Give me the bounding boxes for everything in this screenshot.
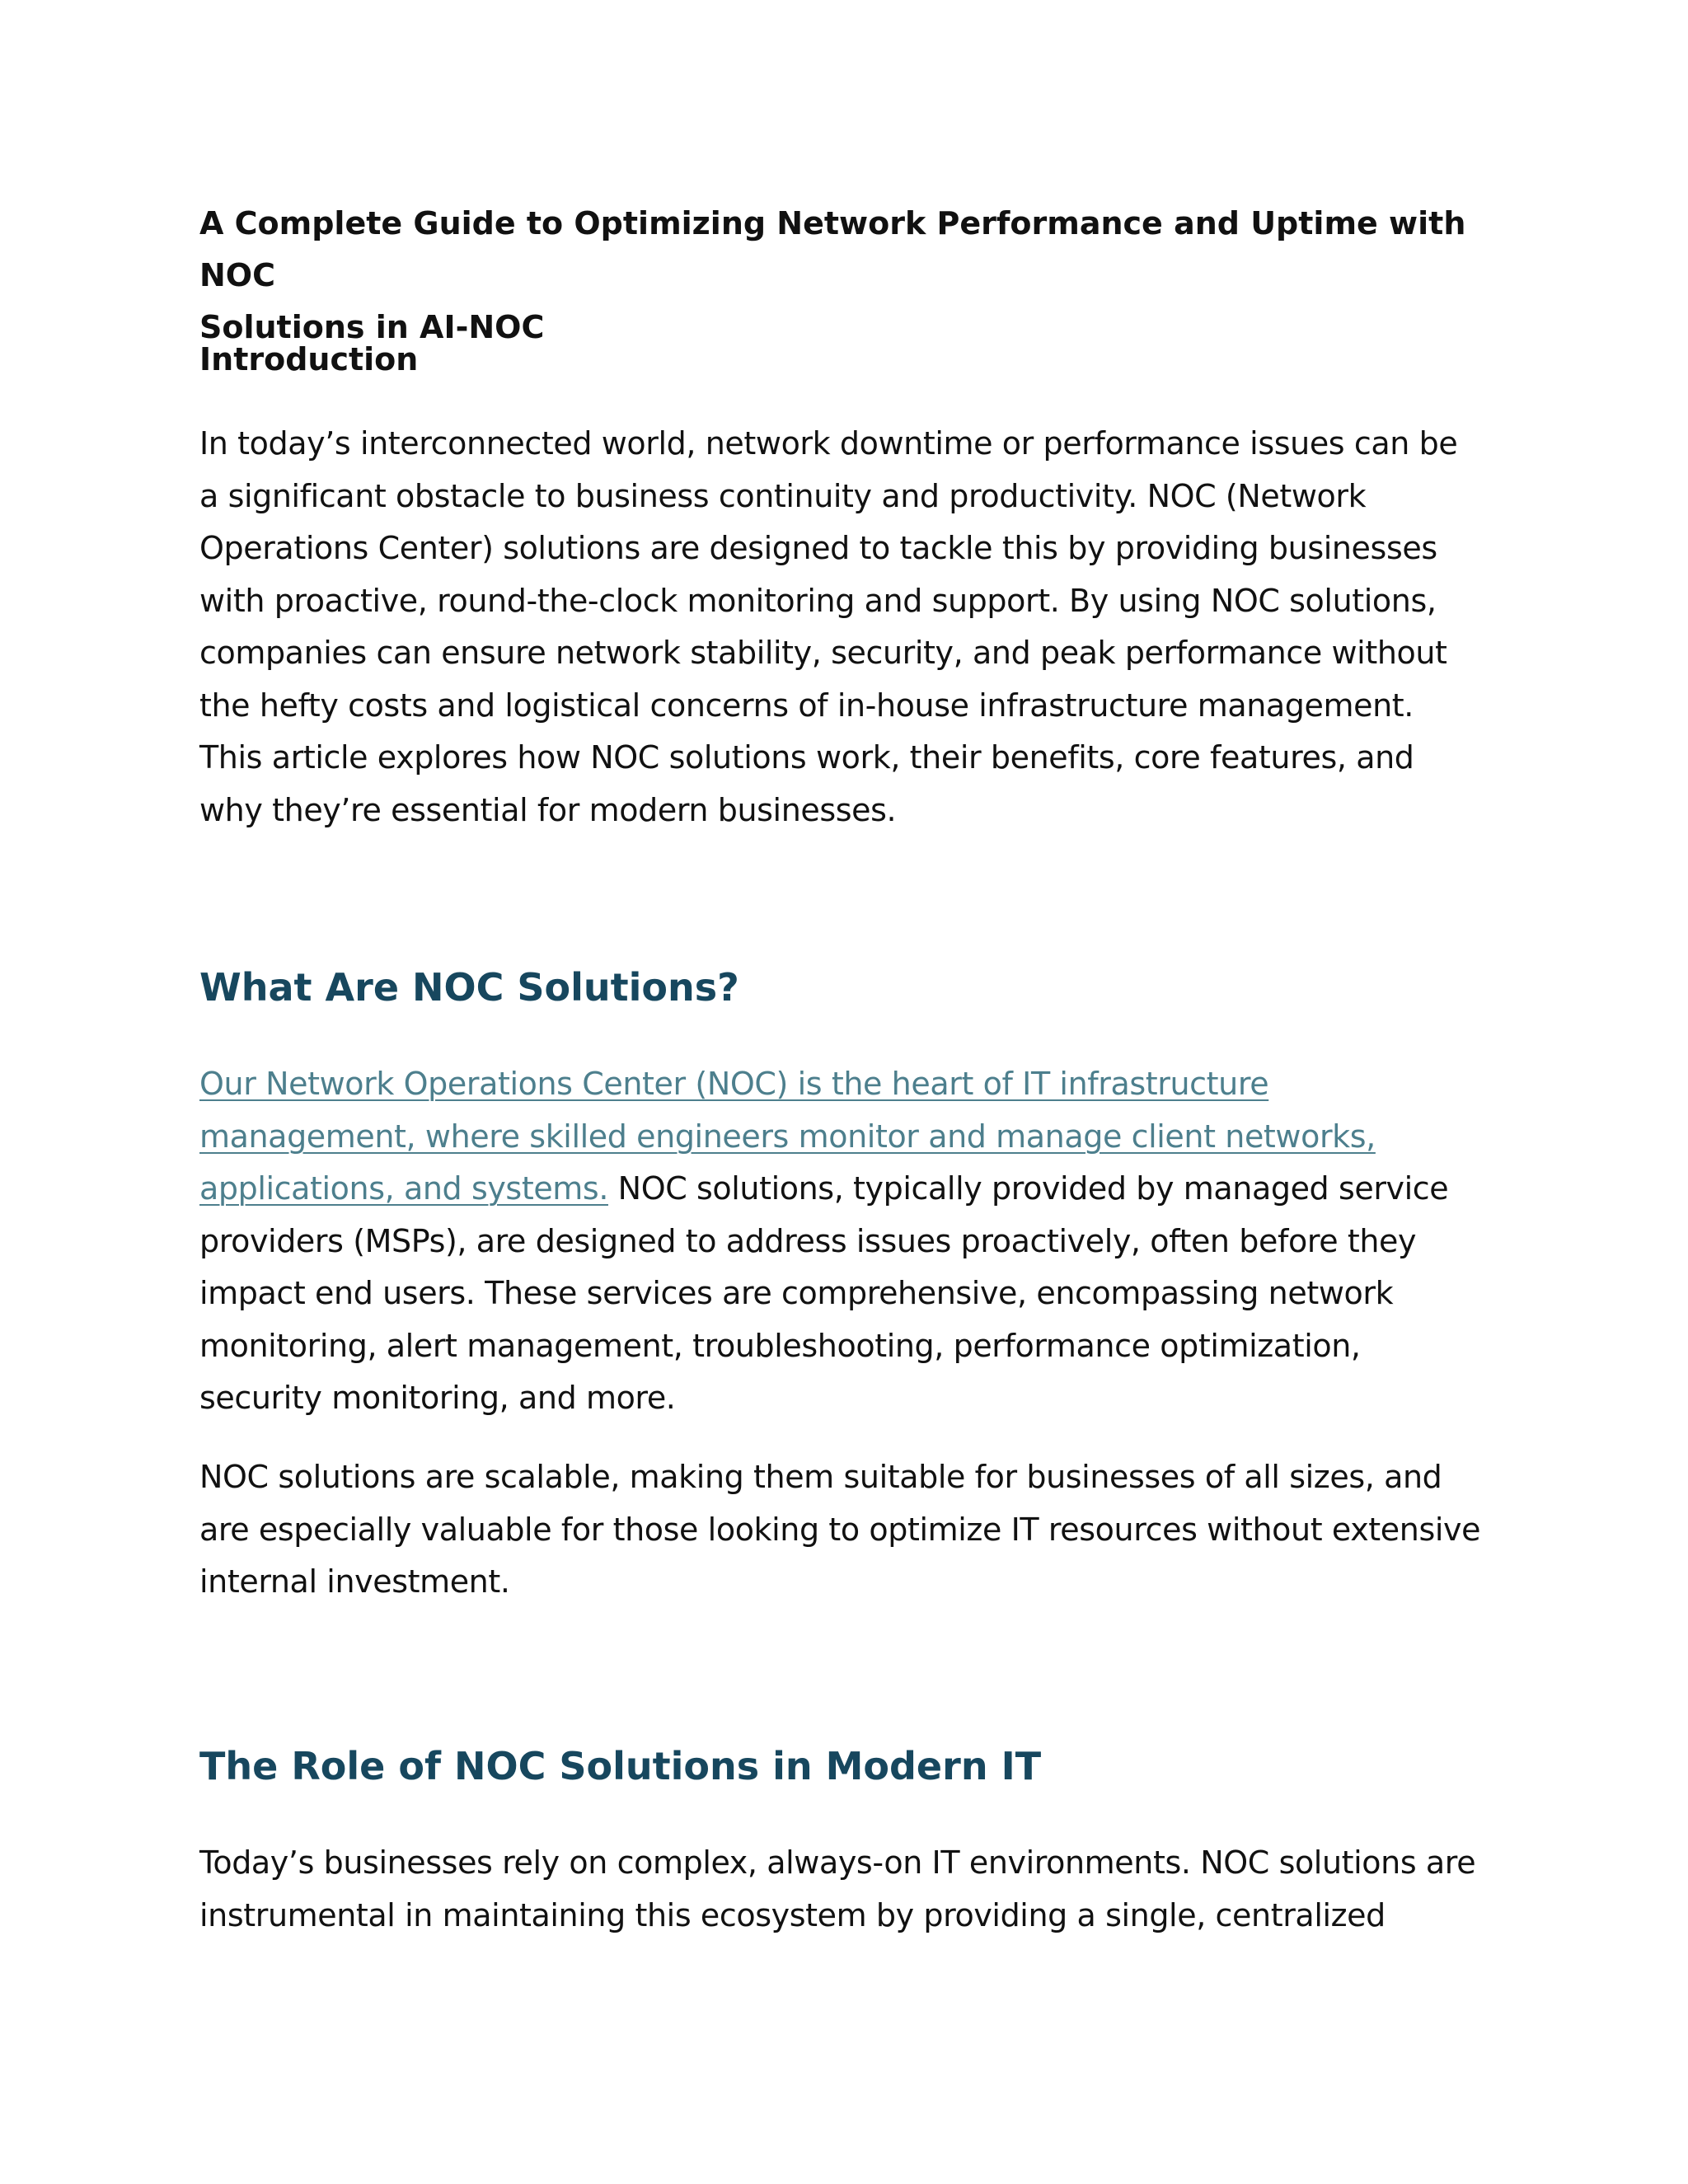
noc-definition-paragraph — [199, 1058, 1502, 1425]
paragraph-line: why they’re essential for modern businesses. — [199, 791, 897, 828]
noc-link[interactable]: applications, and systems. — [199, 1170, 608, 1207]
paragraph-line — [199, 1111, 1502, 1164]
modern-it-paragraph — [199, 1837, 1502, 1942]
noc-link[interactable]: management, where skilled engineers monitor and manage client networks, — [199, 1118, 1376, 1155]
paragraph-line: the hefty costs and logistical concerns of in-house infrastructure management. — [199, 687, 1414, 724]
paragraph-line: Operations Center) solutions are designed to tackle this by providing businesses — [199, 530, 1437, 566]
paragraph-line: In today’s interconnected world, network downtime or performance issues can be — [199, 425, 1458, 462]
introduction-heading: Introduction — [199, 341, 419, 377]
document-title — [199, 198, 1502, 354]
paragraph-line: impact end users. These services are comprehensive, encompassing network — [199, 1275, 1394, 1311]
paragraph-line: monitoring, alert management, troubleshooting, performance optimization, — [199, 1327, 1361, 1364]
title-line: A Complete Guide to Optimizing Network Performance and Uptime with NOC — [199, 205, 1466, 293]
paragraph-line: instrumental in maintaining this ecosystem by providing a single, centralized — [199, 1896, 1386, 1933]
paragraph-line: NOC solutions are scalable, making them suitable for businesses of all sizes, and — [199, 1459, 1442, 1495]
introduction-paragraph — [199, 418, 1502, 837]
section-heading-role-of-noc: The Role of NOC Solutions in Modern IT — [199, 1744, 1042, 1788]
paragraph-text: NOC solutions, typically provided by managed service — [608, 1170, 1449, 1207]
paragraph-line: providers (MSPs), are designed to address issues proactively, often before they — [199, 1222, 1417, 1259]
paragraph-line: with proactive, round-the-clock monitoring and support. By using NOC solutions, — [199, 582, 1437, 619]
section-heading-what-are-noc: What Are NOC Solutions? — [199, 965, 739, 1010]
noc-link[interactable]: Our Network Operations Center (NOC) is the heart of IT infrastructure — [199, 1066, 1269, 1102]
paragraph-line: This article explores how NOC solutions work, their benefits, core features, and — [199, 739, 1414, 776]
paragraph-line — [199, 1163, 1502, 1216]
paragraph-line: internal investment. — [199, 1563, 510, 1600]
paragraph-line: Today’s businesses rely on complex, always-on IT environments. NOC solutions are — [199, 1844, 1476, 1881]
paragraph-line: a significant obstacle to business continuity and productivity. NOC (Network — [199, 477, 1367, 514]
paragraph-line: companies can ensure network stability, security, and peak performance without — [199, 635, 1447, 671]
title-line: Solutions in AI-NOC — [199, 309, 545, 345]
scalability-paragraph — [199, 1451, 1502, 1609]
paragraph-line — [199, 1058, 1502, 1111]
paragraph-line: security monitoring, and more. — [199, 1380, 676, 1416]
paragraph-line: are especially valuable for those looking to optimize IT resources without extensive — [199, 1511, 1481, 1548]
